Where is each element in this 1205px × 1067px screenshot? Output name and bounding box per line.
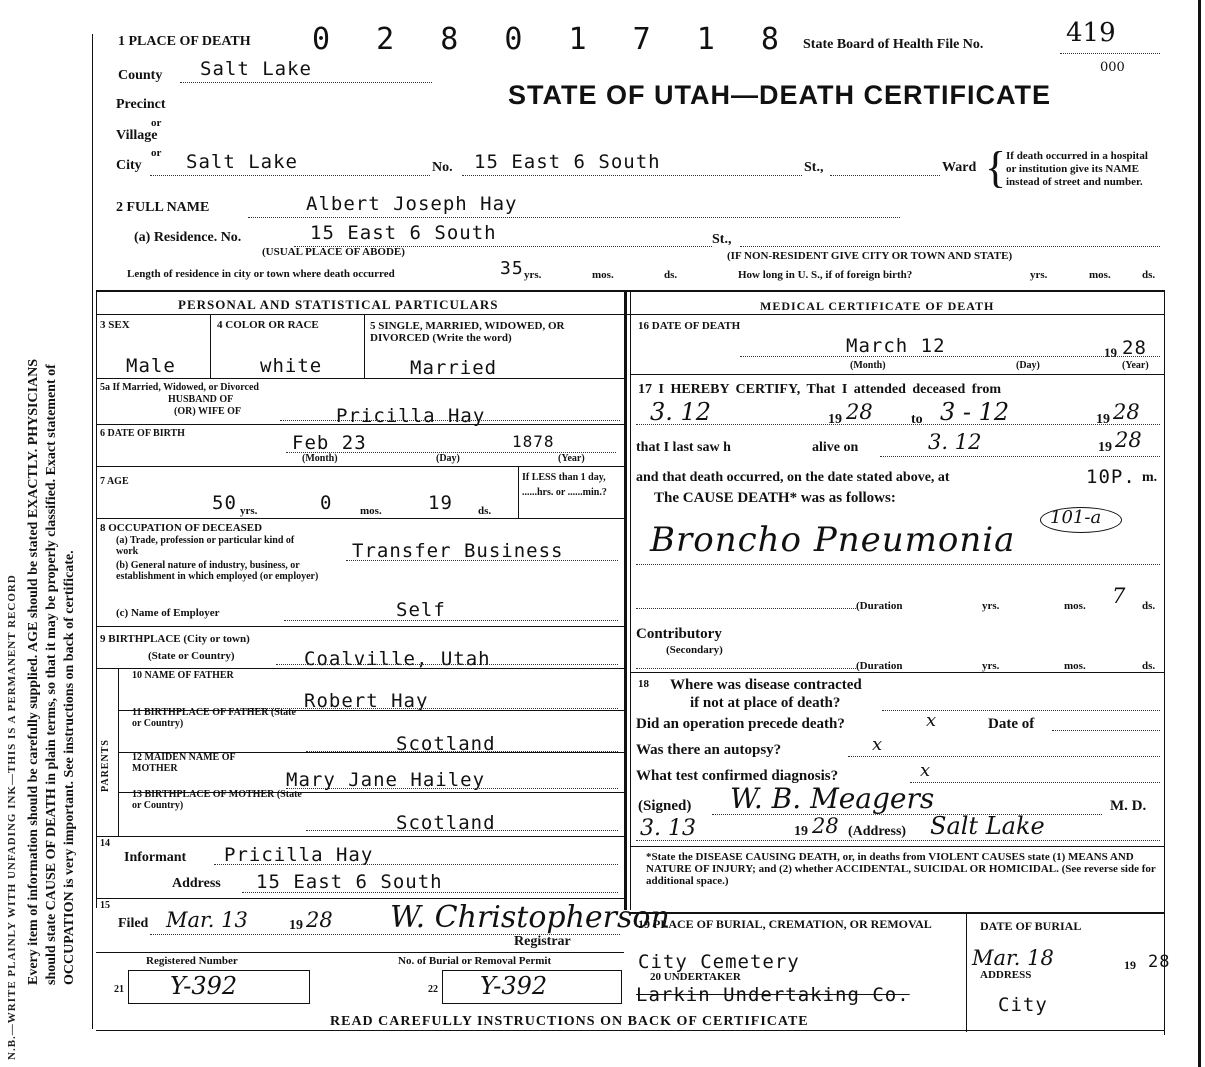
age-months: 0 bbox=[320, 492, 333, 514]
undertaker-address-value: City bbox=[998, 994, 1048, 1016]
less-than-label: If LESS than 1 day, ......hrs. or ......min.? bbox=[522, 472, 607, 498]
permit-label: No. of Burial or Removal Permit bbox=[398, 955, 552, 967]
secondary-label: (Secondary) bbox=[666, 644, 723, 656]
st-label: St., bbox=[804, 160, 824, 175]
duration-mos: mos. bbox=[1064, 600, 1086, 612]
file-no-sub: 000 bbox=[1100, 60, 1125, 75]
burial-divider bbox=[966, 912, 967, 1032]
filed-year: 28 bbox=[306, 908, 333, 932]
attended-from: 3. 12 bbox=[650, 398, 712, 426]
birthplace-state-label: (State or Country) bbox=[148, 650, 235, 662]
father-label: 10 NAME OF FATHER bbox=[132, 670, 234, 681]
death-month-caption: (Month) bbox=[850, 360, 886, 371]
med-rule-4 bbox=[630, 912, 1164, 914]
med-rule-2 bbox=[630, 672, 1164, 673]
sidebar-instructions bbox=[0, 0, 100, 1067]
burial-place-value: City Cemetery bbox=[638, 951, 800, 973]
foreign-ds: ds. bbox=[1142, 269, 1156, 281]
footer-bottom-rule bbox=[96, 1030, 1164, 1031]
filed-label: Filed bbox=[118, 916, 149, 931]
n14-label: 14 bbox=[100, 838, 110, 849]
dob-year-caption: (Year) bbox=[558, 453, 585, 464]
foreign-label: How long in U. S., if of foreign birth? bbox=[738, 269, 913, 281]
instructions-footer: READ CAREFULLY INSTRUCTIONS ON BACK OF CERTIFICATE bbox=[330, 1014, 809, 1029]
cause-code: 101-a bbox=[1050, 507, 1102, 528]
test-label: What test confirmed diagnosis? bbox=[636, 768, 839, 784]
last-saw-label: that I last saw h bbox=[636, 440, 731, 455]
death-year: 28 bbox=[1122, 337, 1147, 359]
death-year-caption: (Year) bbox=[1122, 360, 1149, 371]
county-line bbox=[180, 82, 432, 83]
alive-on-label: alive on bbox=[812, 440, 859, 455]
med-rule-3 bbox=[630, 846, 1164, 847]
md-label: M. D. bbox=[1110, 798, 1147, 814]
sex-label: 3 SEX bbox=[100, 319, 130, 331]
spouse-line bbox=[280, 420, 620, 421]
signed-year-prefix: 19 bbox=[794, 824, 808, 839]
occupation-b-label: (b) General nature of industry, business, or establishment in which employed (or employer) bbox=[116, 560, 319, 582]
duration-label: (Duration bbox=[856, 600, 903, 612]
street-line bbox=[462, 175, 802, 176]
filed-value: Mar. 13 bbox=[166, 908, 248, 932]
informant-value: Pricilla Hay bbox=[224, 844, 374, 866]
sex-divider bbox=[210, 314, 211, 378]
occupation-a-label: (a) Trade, profession or particular kind of work bbox=[116, 535, 295, 557]
dob-month-caption: (Month) bbox=[302, 453, 338, 464]
employer-line bbox=[284, 620, 618, 621]
full-name-line bbox=[248, 217, 900, 218]
row-rule-5 bbox=[96, 626, 624, 627]
employer-value: Self bbox=[396, 599, 446, 621]
employer-label: (c) Name of Employer bbox=[116, 607, 220, 619]
last-saw-line bbox=[880, 456, 1160, 457]
row-rule-3 bbox=[96, 466, 624, 467]
where-line bbox=[882, 710, 1160, 711]
death-day-caption: (Day) bbox=[1016, 360, 1040, 371]
sidebar-line-1: Every item of information should be carefully supplied. AGE should be stated EXACTLY. PHYSICIANS bbox=[26, 358, 41, 985]
from-year-prefix: 19 bbox=[828, 412, 842, 427]
color-value: white bbox=[260, 355, 323, 377]
age-divider bbox=[518, 466, 519, 518]
death-year-prefix: 19 bbox=[1104, 345, 1117, 360]
if-not-label: if not at place of death? bbox=[690, 695, 841, 711]
reg-number-value: Y-392 bbox=[170, 972, 238, 1000]
spouse-value: Pricilla Hay bbox=[336, 405, 486, 427]
age-mos-caption: mos. bbox=[360, 505, 382, 517]
mother-label: 12 MAIDEN NAME OF MOTHER bbox=[132, 752, 236, 774]
spouse-label-1: 5a If Married, Widowed, or Divorced bbox=[100, 382, 259, 393]
signed-year: 28 bbox=[812, 814, 839, 838]
sidebar-line-2: should state CAUSE OF DEATH in plain terms, so that it may be properly classified. Exact statement of bbox=[44, 364, 59, 985]
last-saw-date: 3. 12 bbox=[928, 430, 982, 454]
registrar-label: Registrar bbox=[514, 934, 571, 949]
village-label: Village bbox=[116, 128, 158, 143]
dob-label: 6 DATE OF BIRTH bbox=[100, 428, 185, 439]
grid-center-rule-2 bbox=[630, 290, 631, 910]
sidebar-line-3: OCCUPATION is very important. See instructions on back of certificate. bbox=[62, 550, 77, 985]
length-mos: mos. bbox=[592, 269, 614, 281]
contributory-line bbox=[636, 668, 856, 669]
footer-top-rule bbox=[96, 952, 624, 953]
date-of-line bbox=[1052, 730, 1160, 731]
duration-ds: ds. bbox=[1142, 600, 1156, 612]
row-rule-2 bbox=[96, 424, 624, 425]
row-rule-10 bbox=[96, 836, 624, 837]
duration-mos-2: mos. bbox=[1064, 660, 1086, 672]
right-border bbox=[1198, 0, 1201, 1067]
contributory-label: Contributory bbox=[636, 626, 722, 642]
from-year: 28 bbox=[846, 400, 873, 424]
operation-label: Did an operation precede death? bbox=[636, 716, 845, 732]
file-no-label: State Board of Health File No. bbox=[803, 37, 984, 52]
test-value: x bbox=[920, 760, 931, 781]
county-label: County bbox=[118, 68, 163, 83]
attended-line bbox=[636, 424, 1160, 425]
length-label: Length of residence in city or town where death occurred bbox=[127, 268, 395, 280]
mother-birthplace-label: 13 BIRTHPLACE OF MOTHER (State or Country) bbox=[132, 789, 302, 811]
age-days: 19 bbox=[428, 492, 453, 514]
undertaker-address-label: ADDRESS bbox=[980, 969, 1032, 981]
death-hour: 10P. bbox=[1086, 466, 1136, 488]
duration-ds-2: ds. bbox=[1142, 660, 1156, 672]
ward-label: Ward bbox=[942, 160, 977, 175]
color-divider bbox=[364, 314, 365, 378]
length-ds: ds. bbox=[664, 269, 678, 281]
duration-label-2: (Duration bbox=[856, 660, 903, 672]
residence-st-line bbox=[740, 246, 1160, 247]
mother-birthplace-value: Scotland bbox=[396, 812, 496, 834]
mother-line bbox=[286, 788, 618, 789]
birthplace-line bbox=[276, 664, 618, 665]
personal-heading: PERSONAL AND STATISTICAL PARTICULARS bbox=[178, 297, 499, 312]
st-line bbox=[830, 175, 940, 176]
father-birthplace-value: Scotland bbox=[396, 733, 496, 755]
undertaker-label: 20 UNDERTAKER bbox=[650, 971, 741, 983]
reg-number-label: Registered Number bbox=[146, 955, 238, 967]
signed-date: 3. 13 bbox=[640, 816, 696, 841]
birthplace-value: Coalville, Utah bbox=[304, 648, 491, 670]
grid-right-rule bbox=[1164, 290, 1165, 1035]
grid-center-rule bbox=[624, 290, 627, 910]
street-value: 15 East 6 South bbox=[474, 151, 661, 173]
occurred-label: and that death occurred, on the date stated above, at bbox=[636, 470, 950, 485]
operation-value: x bbox=[926, 710, 937, 731]
or-label-1: or bbox=[151, 117, 162, 129]
informant-address-value: 15 East 6 South bbox=[256, 871, 443, 893]
med-rule-1 bbox=[630, 374, 1164, 375]
cause-line-2 bbox=[636, 608, 856, 609]
dob-year: 1878 bbox=[512, 432, 555, 451]
spouse-label-3: (OR) WIFE OF bbox=[174, 406, 242, 417]
city-label: City bbox=[116, 158, 142, 173]
cause-of-death: Broncho Pneumonia bbox=[650, 520, 1016, 560]
burial-date-label: DATE OF BURIAL bbox=[980, 919, 1082, 933]
usual-abode-label: (USUAL PLACE OF ABODE) bbox=[262, 246, 405, 258]
occupation-label: 8 OCCUPATION OF DECEASED bbox=[100, 522, 263, 534]
cause-label: The CAUSE DEATH* was as follows: bbox=[654, 490, 896, 506]
heading-rule bbox=[96, 314, 1164, 315]
color-label: 4 COLOR OR RACE bbox=[217, 319, 319, 331]
spouse-label-2: HUSBAND OF bbox=[168, 394, 234, 405]
last-saw-year: 28 bbox=[1115, 428, 1142, 452]
filed-year-prefix: 19 bbox=[289, 918, 303, 933]
parents-label: PARENTS bbox=[100, 739, 111, 792]
county-value: Salt Lake bbox=[200, 58, 312, 80]
grid-left-rule bbox=[96, 290, 97, 908]
left-border bbox=[92, 34, 93, 1029]
to-label: to bbox=[911, 412, 923, 427]
foreign-mos: mos. bbox=[1089, 269, 1111, 281]
signed-label: (Signed) bbox=[638, 798, 692, 814]
address-line bbox=[636, 840, 1160, 841]
death-hour-m: m. bbox=[1142, 470, 1158, 485]
sex-value: Male bbox=[126, 355, 176, 377]
physician-address: Salt Lake bbox=[930, 812, 1045, 840]
dob-month-day: Feb 23 bbox=[292, 432, 367, 454]
length-yrs: yrs. bbox=[524, 269, 542, 281]
occupation-value: Transfer Business bbox=[352, 540, 564, 562]
address-label: (Address) bbox=[848, 824, 907, 839]
dob-day-caption: (Day) bbox=[436, 453, 460, 464]
father-birthplace-label: 11 BIRTHPLACE OF FATHER (State or Country) bbox=[132, 707, 296, 729]
informant-label: Informant bbox=[124, 850, 187, 865]
informant-address-label: Address bbox=[172, 876, 221, 891]
autopsy-label: Was there an autopsy? bbox=[636, 742, 782, 758]
registrar-signature: W. Christopherson bbox=[390, 900, 670, 935]
row-rule-4 bbox=[96, 518, 624, 519]
mother-birthplace-line bbox=[306, 830, 618, 831]
attended-to: 3 - 12 bbox=[940, 398, 1010, 426]
to-year: 28 bbox=[1113, 400, 1140, 424]
date-of-death-value: March 12 bbox=[846, 335, 946, 357]
full-name-value: Albert Joseph Hay bbox=[306, 193, 518, 215]
cause-line bbox=[636, 564, 1160, 565]
ward-note: If death occurred in a hospital or institution give its NAME instead of street and number. bbox=[1006, 150, 1148, 188]
residence-st-label: St., bbox=[712, 232, 732, 247]
where-contracted-label: Where was disease contracted bbox=[670, 677, 862, 693]
city-value: Salt Lake bbox=[186, 151, 298, 173]
city-line bbox=[150, 175, 430, 176]
residence-label: (a) Residence. No. bbox=[134, 230, 242, 245]
birthplace-label: 9 BIRTHPLACE (City or town) bbox=[100, 633, 250, 645]
precinct-label: Precinct bbox=[116, 97, 166, 112]
row-rule-11 bbox=[96, 898, 626, 899]
date-of-death-label: 16 DATE OF DEATH bbox=[638, 320, 741, 332]
file-no-line bbox=[1060, 53, 1160, 54]
autopsy-value: x bbox=[872, 734, 883, 755]
occupation-line bbox=[346, 560, 618, 561]
stamp-number: 0 2 8 0 1 7 1 8 bbox=[312, 22, 793, 57]
burial-place-label: 19 PLACE OF BURIAL, CREMATION, OR REMOVAL bbox=[638, 917, 932, 931]
age-yrs-caption: yrs. bbox=[240, 505, 258, 517]
sidebar-edge-text: N.B.—WRITE PLAINLY WITH UNFADING INK—THIS IS A PERMANENT RECORD bbox=[6, 574, 18, 1060]
n15-label: 15 bbox=[100, 900, 110, 911]
autopsy-line bbox=[848, 756, 1160, 757]
burial-year-prefix: 19 bbox=[1124, 958, 1136, 972]
physician-signature: W. B. Meagers bbox=[730, 782, 935, 815]
page-title: STATE OF UTAH—DEATH CERTIFICATE bbox=[508, 80, 1051, 110]
or-label-2: or bbox=[151, 147, 162, 159]
burial-year: 28 bbox=[1148, 952, 1171, 972]
to-year-prefix: 19 bbox=[1096, 412, 1110, 427]
row-rule-1 bbox=[96, 378, 624, 379]
test-line bbox=[910, 782, 1160, 783]
duration-yrs: yrs. bbox=[982, 600, 1000, 612]
informant-address-line bbox=[242, 892, 618, 893]
age-label: 7 AGE bbox=[100, 476, 129, 487]
full-name-label: 2 FULL NAME bbox=[116, 200, 210, 215]
n18-label: 18 bbox=[638, 678, 649, 690]
disease-note: *State the DISEASE CAUSING DEATH, or, in deaths from VIOLENT CAUSES state (1) MEANS AND NATURE OF INJURY; and (2) whether ACCIDENTAL, SUICIDAL OR HOMICIDAL. (See reverse side for additional space.) bbox=[646, 851, 1156, 887]
marital-value: Married bbox=[410, 357, 498, 379]
permit-value: Y-392 bbox=[480, 972, 548, 1000]
father-value: Robert Hay bbox=[304, 690, 429, 712]
place-of-death-label: 1 PLACE OF DEATH bbox=[118, 34, 251, 49]
informant-line bbox=[214, 864, 618, 865]
death-date-line bbox=[740, 356, 1160, 357]
age-ds-caption: ds. bbox=[478, 505, 492, 517]
burial-date-value: Mar. 18 bbox=[972, 946, 1054, 970]
last-saw-year-prefix: 19 bbox=[1098, 440, 1112, 455]
length-value: 35 bbox=[500, 258, 524, 279]
medical-heading: MEDICAL CERTIFICATE OF DEATH bbox=[760, 299, 995, 313]
n22-label: 22 bbox=[428, 984, 438, 995]
duration-yrs-2: yrs. bbox=[982, 660, 1000, 672]
certify-label: 17 I HEREBY CERTIFY, That I attended deceased from bbox=[638, 382, 1002, 397]
row-rule-6 bbox=[96, 668, 624, 669]
nonresident-label: (IF NON-RESIDENT GIVE CITY OR TOWN AND STATE) bbox=[727, 250, 1013, 262]
foreign-yrs: yrs. bbox=[1030, 269, 1048, 281]
file-no-value: 419 bbox=[1066, 18, 1116, 48]
street-no-label: No. bbox=[432, 160, 453, 175]
residence-value: 15 East 6 South bbox=[310, 222, 497, 244]
marital-label: 5 SINGLE, MARRIED, WIDOWED, OR DIVORCED (Write the word) bbox=[370, 320, 565, 344]
age-years: 50 bbox=[212, 492, 237, 514]
n21-label: 21 bbox=[114, 984, 124, 995]
duration-value: 7 bbox=[1112, 584, 1126, 608]
mother-value: Mary Jane Hailey bbox=[286, 769, 486, 791]
undertaker-value: Larkin Undertaking Co. bbox=[636, 984, 910, 1006]
ward-brace-icon: { bbox=[985, 143, 1007, 192]
date-of-label: Date of bbox=[988, 716, 1035, 732]
